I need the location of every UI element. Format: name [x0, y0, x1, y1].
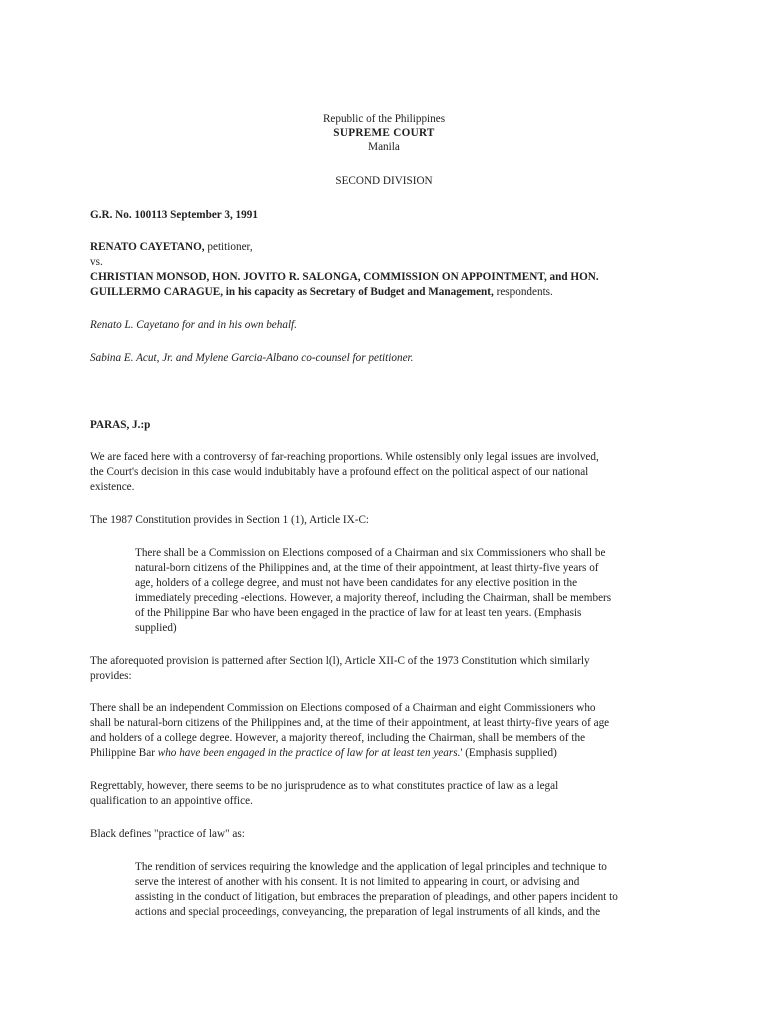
division-heading: SECOND DIVISION — [335, 175, 433, 187]
court-city: Manila — [368, 141, 400, 153]
paragraph-line — [90, 746, 557, 761]
ponente: PARAS, J.:p — [90, 419, 151, 431]
quote-line: There shall be a Commission on Elections composed of a Chairman and six Commissioners who shall be — [135, 547, 606, 559]
counsel-line-1: Renato L. Cayetano for and in his own behalf. — [90, 319, 297, 331]
paragraph-line: There shall be an independent Commission on Elections composed of a Chairman and eight Commissioners who — [90, 702, 596, 714]
paragraph-line: existence. — [90, 481, 135, 493]
paragraph-line: provides: — [90, 670, 132, 682]
respondents-line-1: CHRISTIAN MONSOD, HON. JOVITO R. SALONGA, COMMISSION ON APPOINTMENT, and HON. — [90, 271, 599, 283]
paragraph-line: the Court's decision in this case would indubitably have a profound effect on the political aspect of our national — [90, 466, 589, 478]
quote-line: natural-born citizens of the Philippines and, at the time of their appointment, at least thirty-five years of — [135, 562, 599, 574]
quote-line: The rendition of services requiring the knowledge and the application of legal principles and technique to — [135, 861, 607, 873]
counsel-line-2: Sabina E. Acut, Jr. and Mylene Garcia-Albano co-counsel for petitioner. — [90, 352, 414, 364]
quote-line: age, holders of a college degree, and must not have been candidates for any elective position in the — [135, 577, 578, 589]
versus: vs. — [90, 256, 103, 268]
paragraph-line: and holders of a college degree. However, a majority thereof, including the Chairman, shall be members of the — [90, 732, 586, 744]
p4-emphasis: who have been engaged in the practice of law for at least ten years. — [157, 747, 461, 759]
respondents-names: GUILLERMO CARAGUE, in his capacity as Secretary of Budget and Management, — [90, 286, 494, 298]
paragraph-line: The aforequoted provision is patterned after Section l(l), Article XII-C of the 1973 Constitution which similarly — [90, 655, 590, 667]
paragraph-line: Regrettably, however, there seems to be no jurisprudence as to what constitutes practice of law as a legal — [90, 780, 559, 792]
quote-line: assisting in the conduct of litigation, but embraces the preparation of pleadings, and other papers incident to — [135, 891, 618, 903]
petitioner-line — [90, 240, 253, 255]
quote-line: immediately preceding -elections. However, a majority thereof, including the Chairman, shall be members — [135, 592, 612, 604]
quote-line: serve the interest of another with his consent. It is not limited to appearing in court, or advising and — [135, 876, 580, 888]
republic-line: Republic of the Philippines — [322, 113, 446, 125]
respondents-line-2 — [90, 285, 553, 300]
respondents-role: respondents. — [493, 286, 553, 298]
quote-line: of the Philippine Bar who have been engaged in the practice of law for at least ten years. (Emphasis — [135, 607, 582, 619]
petitioner-name: RENATO CAYETANO, — [90, 241, 205, 253]
case-number: G.R. No. 100113 September 3, 1991 — [90, 209, 258, 221]
p4-tail: ' (Emphasis supplied) — [460, 747, 557, 759]
paragraph-line: Black defines "practice of law" as: — [90, 828, 245, 840]
paragraph-line: shall be natural-born citizens of the Philippines and, at the time of their appointment, at least thirty-five years of age — [90, 717, 610, 729]
quote-line: supplied) — [135, 622, 177, 634]
paragraph-line: We are faced here with a controversy of far-reaching proportions. While ostensibly only legal issues are involved, — [90, 451, 599, 463]
paragraph-line: qualification to an appointive office. — [90, 795, 253, 807]
paragraph-line: The 1987 Constitution provides in Section 1 (1), Article IX-C: — [90, 514, 370, 526]
court-name: SUPREME COURT — [333, 127, 435, 139]
quote-line: actions and special proceedings, conveyancing, the preparation of legal instruments of all kinds, and the — [135, 906, 601, 918]
petitioner-role: petitioner, — [204, 241, 253, 253]
p4-plain: Philippine Bar — [90, 747, 158, 759]
